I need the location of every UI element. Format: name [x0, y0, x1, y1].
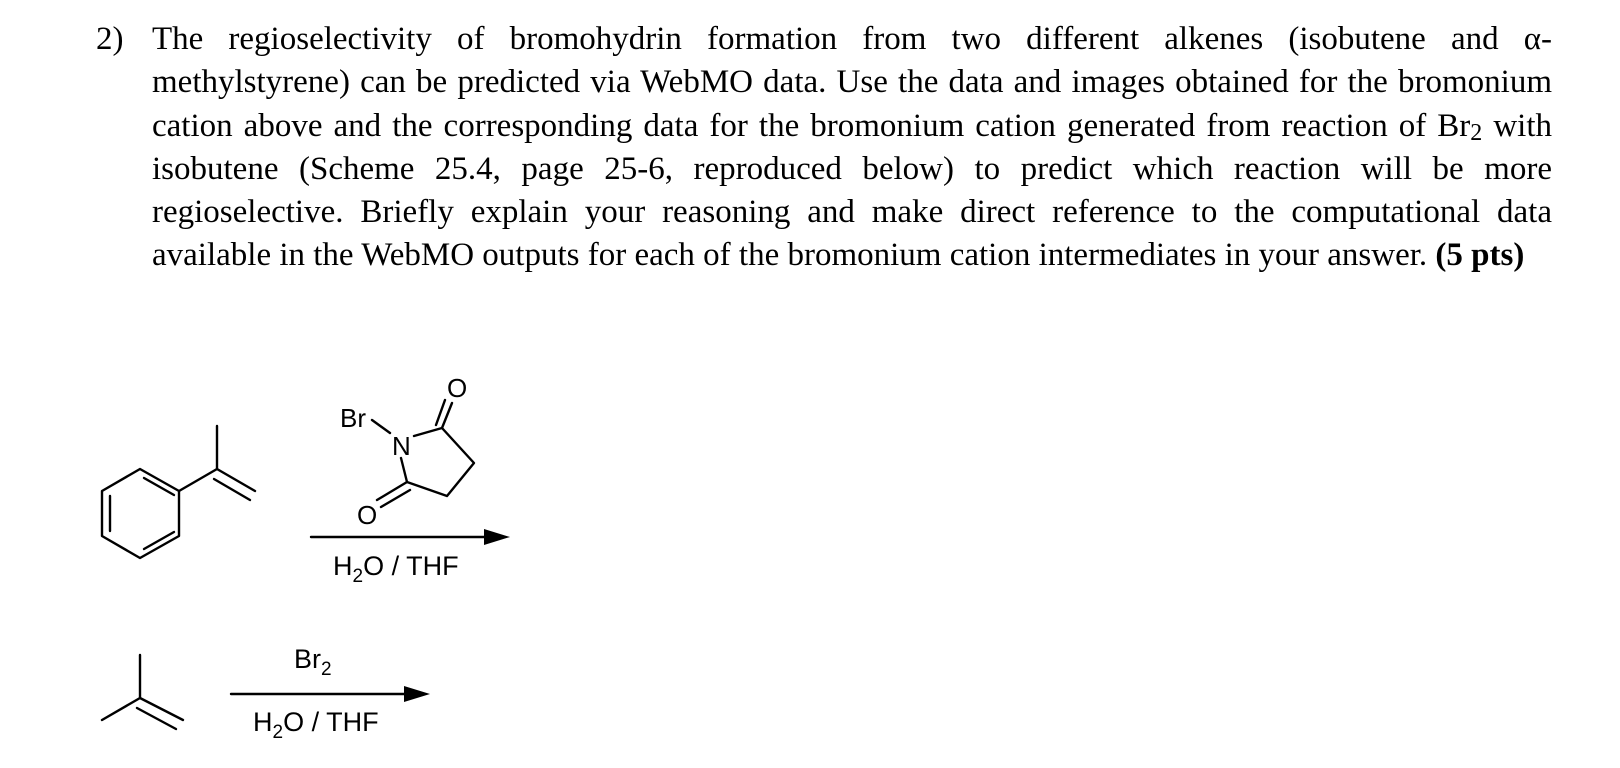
- carbonyl-bottom-double: [381, 490, 410, 507]
- question-text-part2: with isobutene (Scheme 25.4, page 25-6, reproduced below) to predict which reaction will be more regioselective. Briefly explain your reasoning and make direct reference to the computational data available in the WebMO outputs for each of the bromonium cation intermediates in your answer.: [152, 107, 1553, 274]
- bromine-reagent-label: $Br_2$: [294, 644, 332, 680]
- ring-backbone: [407, 428, 474, 496]
- isobutene-double-bond-inner: [137, 708, 176, 729]
- reaction-arrow-2: [231, 686, 430, 702]
- isobutene-structure: [102, 655, 183, 729]
- points-label: (5 pts): [1435, 237, 1525, 274]
- question-number: 2): [96, 21, 124, 57]
- carbonyl-bottom: [377, 482, 407, 500]
- br2-subscript: 2: [1470, 119, 1483, 146]
- nitrogen-label: N: [392, 431, 411, 461]
- br-n-bond: [372, 420, 390, 433]
- alkene-double-bond-inner: [214, 479, 250, 500]
- alpha-methylstyrene-structure: [102, 426, 255, 558]
- oxygen-bottom-label: O: [357, 500, 378, 530]
- arrow-2-head: [404, 686, 430, 702]
- solvent-label-1: $H_2O$ / THF: [333, 551, 459, 587]
- oxygen-top-label: O: [447, 373, 468, 403]
- nbs-structure: [340, 373, 474, 530]
- isobutene-methyl-bond-left: [102, 698, 140, 720]
- solvent-label-2: $H_2O$ / THF: [253, 707, 379, 743]
- bromine-label: Br: [340, 403, 366, 433]
- n-c1-bond: [414, 428, 442, 436]
- question-text-part1: The regioselectivity of bromohydrin formation from two different alkenes (isobutene and α-methylstyrene) can be predicted via WebMO data. Use the data and images obtained for the bromonium cation above and the corresponding data for the bromonium cation generated from reaction of Br: [152, 21, 1552, 144]
- n-c4-bond: [401, 458, 407, 482]
- arrow-1-head: [484, 529, 510, 545]
- benzene-ring: [102, 469, 179, 558]
- isobutene-double-bond: [140, 698, 183, 720]
- reaction-arrow-1: [311, 529, 510, 545]
- alkene-double-bond: [217, 469, 255, 491]
- ring-to-alkene-bond: [179, 469, 217, 491]
